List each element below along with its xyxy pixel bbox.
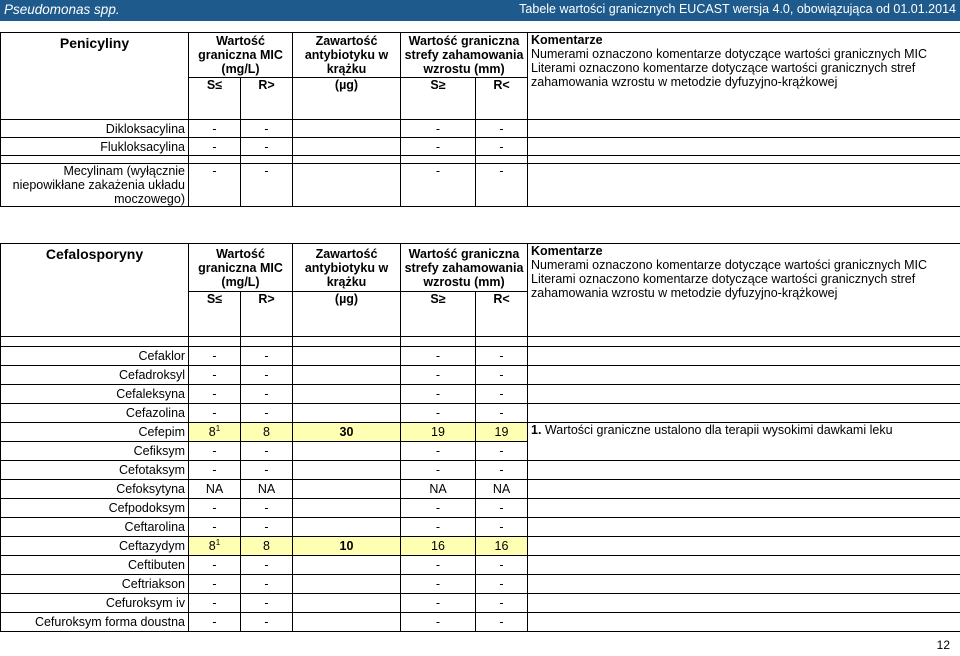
mic-s-value: -: [212, 387, 217, 401]
zone-s: [401, 423, 476, 442]
table-row: [1, 575, 960, 594]
drug-name-value: Cefuroksym iv: [105, 596, 185, 610]
mic-s: [189, 575, 241, 594]
drug-name: Mecylinam (wyłącznie niepowikłane zakażenia układu moczowego): [1, 164, 189, 207]
zone-s: [401, 366, 476, 385]
col-disk-header: Zawartość antybiotyku w krążku: [293, 244, 401, 292]
zone-s: [401, 594, 476, 613]
mic-s-value: -: [212, 406, 217, 420]
zone-r: [476, 594, 528, 613]
zone-r-value: -: [499, 349, 504, 363]
disk-content: [293, 499, 401, 518]
zone-s: [401, 575, 476, 594]
disk-content: [293, 442, 401, 461]
zone-r-value: -: [499, 406, 504, 420]
zone-s: [401, 385, 476, 404]
drug-name-value: Ceftriakson: [121, 577, 185, 591]
mic-s: [189, 385, 241, 404]
zone-s-value: -: [435, 406, 441, 420]
table-row: [1, 366, 960, 385]
mic-s: [189, 480, 241, 499]
zone-r-value: -: [499, 558, 504, 572]
mic-s: [189, 442, 241, 461]
drug-name: [1, 442, 189, 461]
zone-s: -: [401, 138, 476, 156]
mic-r: [241, 461, 293, 480]
zone-s-value: -: [435, 558, 441, 572]
drug-name: [1, 518, 189, 537]
mic-r-value: -: [264, 577, 269, 591]
comment-ref: 1: [215, 537, 221, 547]
mic-s-value: -: [212, 349, 217, 363]
mic-s: [189, 556, 241, 575]
zone-r-value: 16: [494, 539, 509, 553]
disk-content: [293, 575, 401, 594]
section-title: Cefalosporyny: [1, 244, 189, 292]
zone-s: [401, 442, 476, 461]
disk-content: [293, 366, 401, 385]
table-row: [1, 594, 960, 613]
zone-r: [476, 385, 528, 404]
zone-r: [476, 480, 528, 499]
mic-r-value: -: [264, 558, 269, 572]
zone-r: [476, 442, 528, 461]
disk-content: [293, 537, 401, 556]
mic-r: [241, 499, 293, 518]
zone-r-value: -: [499, 444, 504, 458]
mic-s-value: 8: [208, 539, 216, 553]
zone-r: [476, 518, 528, 537]
drug-name: [1, 347, 189, 366]
mic-s: -: [189, 164, 241, 207]
cephalosporins-rows: [0, 346, 960, 632]
disk-content: [293, 461, 401, 480]
zone-r-value: -: [499, 577, 504, 591]
zone-r: [476, 613, 528, 632]
mic-s: [189, 347, 241, 366]
disk-content: [293, 164, 401, 207]
mic-r-value: -: [264, 520, 269, 534]
mic-r-value: 8: [263, 425, 270, 439]
zone-r: [476, 461, 528, 480]
comments-title: Komentarze: [531, 244, 603, 258]
table-row: [1, 480, 960, 499]
drug-name-value: Cefazolina: [125, 406, 185, 420]
zone-r-value: 19: [494, 425, 509, 439]
col-ug: (µg): [293, 292, 401, 337]
col-s-le: S≤: [189, 292, 241, 337]
comment-cell: [528, 423, 960, 461]
col-s-ge: S≥: [401, 292, 476, 337]
mic-s: [189, 404, 241, 423]
drug-name: Flukloksacylina: [1, 138, 189, 156]
drug-name: Dikloksacylina: [1, 120, 189, 138]
zone-s: [401, 613, 476, 632]
disk-content: [293, 347, 401, 366]
disk-content: [293, 613, 401, 632]
comments-zone-note: Literami oznaczono komentarze dotyczące wartości granicznych stref zahamowania wzrostu w metodzie dyfuzyjno-krążkowej: [531, 272, 916, 300]
mic-s: [189, 499, 241, 518]
comments-title: Komentarze: [531, 33, 603, 47]
col-mic-header: Wartość graniczna MIC (mg/L): [189, 244, 293, 292]
drug-name: [1, 575, 189, 594]
table-row: [1, 613, 960, 632]
col-r-gt: R>: [241, 78, 293, 120]
zone-r: [476, 575, 528, 594]
page-number: 12: [936, 638, 950, 652]
mic-s-value: -: [212, 463, 217, 477]
mic-r: [241, 480, 293, 499]
zone-s-value: -: [435, 520, 441, 534]
drug-name-value: Cefepim: [138, 425, 185, 439]
header-organism: Pseudomonas spp.: [4, 2, 120, 17]
comment-text: Wartości graniczne ustalono dla terapii wysokimi dawkami leku: [544, 423, 893, 437]
mic-r: [241, 613, 293, 632]
disk-content: [293, 138, 401, 156]
mic-r: [241, 404, 293, 423]
col-r-lt: R<: [476, 78, 528, 120]
zone-r-value: -: [499, 520, 504, 534]
table-row: [1, 120, 960, 138]
mic-s: [189, 423, 241, 442]
zone-s: [401, 556, 476, 575]
drug-name-value: Cefuroksym forma doustna: [34, 615, 185, 629]
disk-content: [293, 423, 401, 442]
mic-s-value: -: [212, 501, 217, 515]
mic-s-value: -: [212, 615, 217, 629]
table-row: [1, 499, 960, 518]
drug-name: [1, 423, 189, 442]
drug-name: [1, 480, 189, 499]
drug-name: [1, 366, 189, 385]
drug-name: [1, 537, 189, 556]
col-zone-header: Wartość graniczna strefy zahamowania wzrostu (mm): [401, 33, 528, 78]
zone-s: [401, 480, 476, 499]
drug-name-value: Cefaklor: [138, 349, 185, 363]
drug-name-value: Cefaleksyna: [116, 387, 185, 401]
zone-s-value: NA: [429, 482, 447, 496]
col-mic-header: Wartość graniczna MIC (mg/L): [189, 33, 293, 78]
mic-s: [189, 537, 241, 556]
table-row: [1, 385, 960, 404]
drug-name-value: Cefpodoksym: [108, 501, 185, 515]
zone-r: -: [476, 164, 528, 207]
zone-r-value: -: [499, 615, 504, 629]
zone-s: -: [401, 120, 476, 138]
table-row: [1, 537, 960, 556]
col-s-le: S≤: [189, 78, 241, 120]
mic-r-value: -: [264, 387, 269, 401]
zone-r-value: -: [499, 596, 504, 610]
drug-name: [1, 404, 189, 423]
drug-name: [1, 556, 189, 575]
mic-r: [241, 347, 293, 366]
mic-r: [241, 575, 293, 594]
mic-r: [241, 518, 293, 537]
mic-r: -: [241, 120, 293, 138]
comment-ref: 1: [215, 423, 221, 433]
table-row: [1, 423, 960, 442]
zone-r: [476, 537, 528, 556]
zone-s-value: -: [435, 349, 441, 363]
drug-name-value: Cefoksytyna: [116, 482, 185, 496]
mic-r: [241, 423, 293, 442]
col-r-gt: R>: [241, 292, 293, 337]
disk-content: [293, 594, 401, 613]
zone-s-value: -: [435, 596, 441, 610]
drug-name-value: Ceftibuten: [128, 558, 185, 572]
zone-s-value: -: [435, 501, 441, 515]
penicillins-table: [0, 32, 960, 207]
zone-s-value: 16: [431, 539, 445, 553]
zone-r: -: [476, 138, 528, 156]
disk-content: [293, 518, 401, 537]
zone-s: [401, 499, 476, 518]
mic-s-value: -: [212, 520, 217, 534]
zone-s-value: -: [435, 444, 441, 458]
mic-r-value: -: [264, 406, 269, 420]
disk-content: [293, 556, 401, 575]
disk-content: [293, 385, 401, 404]
disk-content: [293, 480, 401, 499]
table-row: [1, 518, 960, 537]
zone-r-value: NA: [492, 482, 511, 496]
comments-header: [528, 244, 960, 337]
zone-s-value: -: [435, 368, 441, 382]
mic-r-value: -: [264, 349, 269, 363]
zone-s: [401, 404, 476, 423]
table-row: [1, 556, 960, 575]
mic-s: -: [189, 138, 241, 156]
zone-r-value: -: [499, 463, 504, 477]
mic-s: [189, 594, 241, 613]
mic-s-value: -: [212, 577, 217, 591]
comments-zone-note: Literami oznaczono komentarze dotyczące wartości granicznych stref zahamowania wzrostu w metodzie dyfuzyjno-krążkowej: [531, 61, 916, 89]
drug-name: [1, 613, 189, 632]
page-header: [0, 0, 960, 21]
table-row: [1, 138, 960, 156]
zone-r: [476, 556, 528, 575]
comment-number: 1.: [531, 423, 542, 437]
mic-r-value: -: [264, 463, 269, 477]
disk-content-value: 10: [339, 539, 354, 553]
mic-s: [189, 613, 241, 632]
comments-header: [528, 33, 960, 120]
disk-content: [293, 120, 401, 138]
mic-s-value: -: [212, 558, 217, 572]
mic-s-value: NA: [205, 482, 224, 496]
zone-r-value: -: [499, 387, 504, 401]
mic-r-value: -: [264, 615, 269, 629]
zone-s: [401, 518, 476, 537]
mic-r: [241, 537, 293, 556]
mic-s-value: -: [212, 368, 217, 382]
col-s-ge: S≥: [401, 78, 476, 120]
table-row: [1, 404, 960, 423]
zone-s: [401, 347, 476, 366]
drug-name-value: Ceftazydym: [119, 539, 185, 553]
col-r-lt: R<: [476, 292, 528, 337]
zone-r: [476, 499, 528, 518]
mic-s-value: -: [212, 444, 217, 458]
drug-name-value: Ceftarolina: [124, 520, 185, 534]
zone-s-value: 19: [431, 425, 445, 439]
mic-r: -: [241, 138, 293, 156]
table-row: [1, 164, 960, 207]
comments-mic-note: Numerami oznaczono komentarze dotyczące wartości granicznych MIC: [531, 258, 928, 272]
disk-content: [293, 404, 401, 423]
col-disk-header: Zawartość antybiotyku w krążku: [293, 33, 401, 78]
mic-r: [241, 442, 293, 461]
col-ug: (µg): [293, 78, 401, 120]
zone-s-value: -: [435, 387, 441, 401]
zone-r-value: -: [499, 368, 504, 382]
drug-name: [1, 385, 189, 404]
mic-r: [241, 385, 293, 404]
drug-name-value: Cefotaksym: [119, 463, 185, 477]
zone-r: -: [476, 120, 528, 138]
mic-r-value: -: [264, 444, 269, 458]
mic-s: [189, 461, 241, 480]
mic-s: -: [189, 120, 241, 138]
zone-s-value: -: [435, 615, 441, 629]
mic-r-value: NA: [257, 482, 276, 496]
mic-r: [241, 594, 293, 613]
section-title: Penicyliny: [1, 33, 189, 78]
header-document-title: Tabele wartości granicznych EUCAST wersja 4.0, obowiązująca od 01.01.2014: [519, 2, 956, 16]
zone-r: [476, 347, 528, 366]
cephalosporins-table: [0, 243, 960, 347]
col-zone-header: Wartość graniczna strefy zahamowania wzrostu (mm): [401, 244, 528, 292]
drug-name-value: Cefadroksyl: [119, 368, 185, 382]
zone-s-value: -: [435, 463, 441, 477]
zone-r: [476, 366, 528, 385]
drug-name-value: Cefiksym: [133, 444, 185, 458]
drug-name: [1, 594, 189, 613]
comments-mic-note: Numerami oznaczono komentarze dotyczące wartości granicznych MIC: [531, 47, 928, 61]
mic-r: -: [241, 164, 293, 207]
table-row: [1, 347, 960, 366]
mic-r-value: -: [264, 368, 269, 382]
disk-content-value: 30: [339, 425, 354, 439]
mic-r-value: -: [264, 596, 269, 610]
mic-s-value: 8: [208, 425, 216, 439]
mic-s: [189, 366, 241, 385]
mic-s-value: -: [212, 596, 217, 610]
mic-r-value: -: [264, 501, 269, 515]
zone-r: [476, 423, 528, 442]
mic-r-value: 8: [263, 539, 270, 553]
mic-s: [189, 518, 241, 537]
zone-s-value: -: [435, 577, 441, 591]
zone-r: [476, 404, 528, 423]
mic-r: [241, 366, 293, 385]
zone-s: [401, 537, 476, 556]
table-row: [1, 461, 960, 480]
zone-s: -: [401, 164, 476, 207]
drug-name: [1, 461, 189, 480]
mic-r: [241, 556, 293, 575]
zone-r-value: -: [499, 501, 504, 515]
zone-s: [401, 461, 476, 480]
drug-name: [1, 499, 189, 518]
